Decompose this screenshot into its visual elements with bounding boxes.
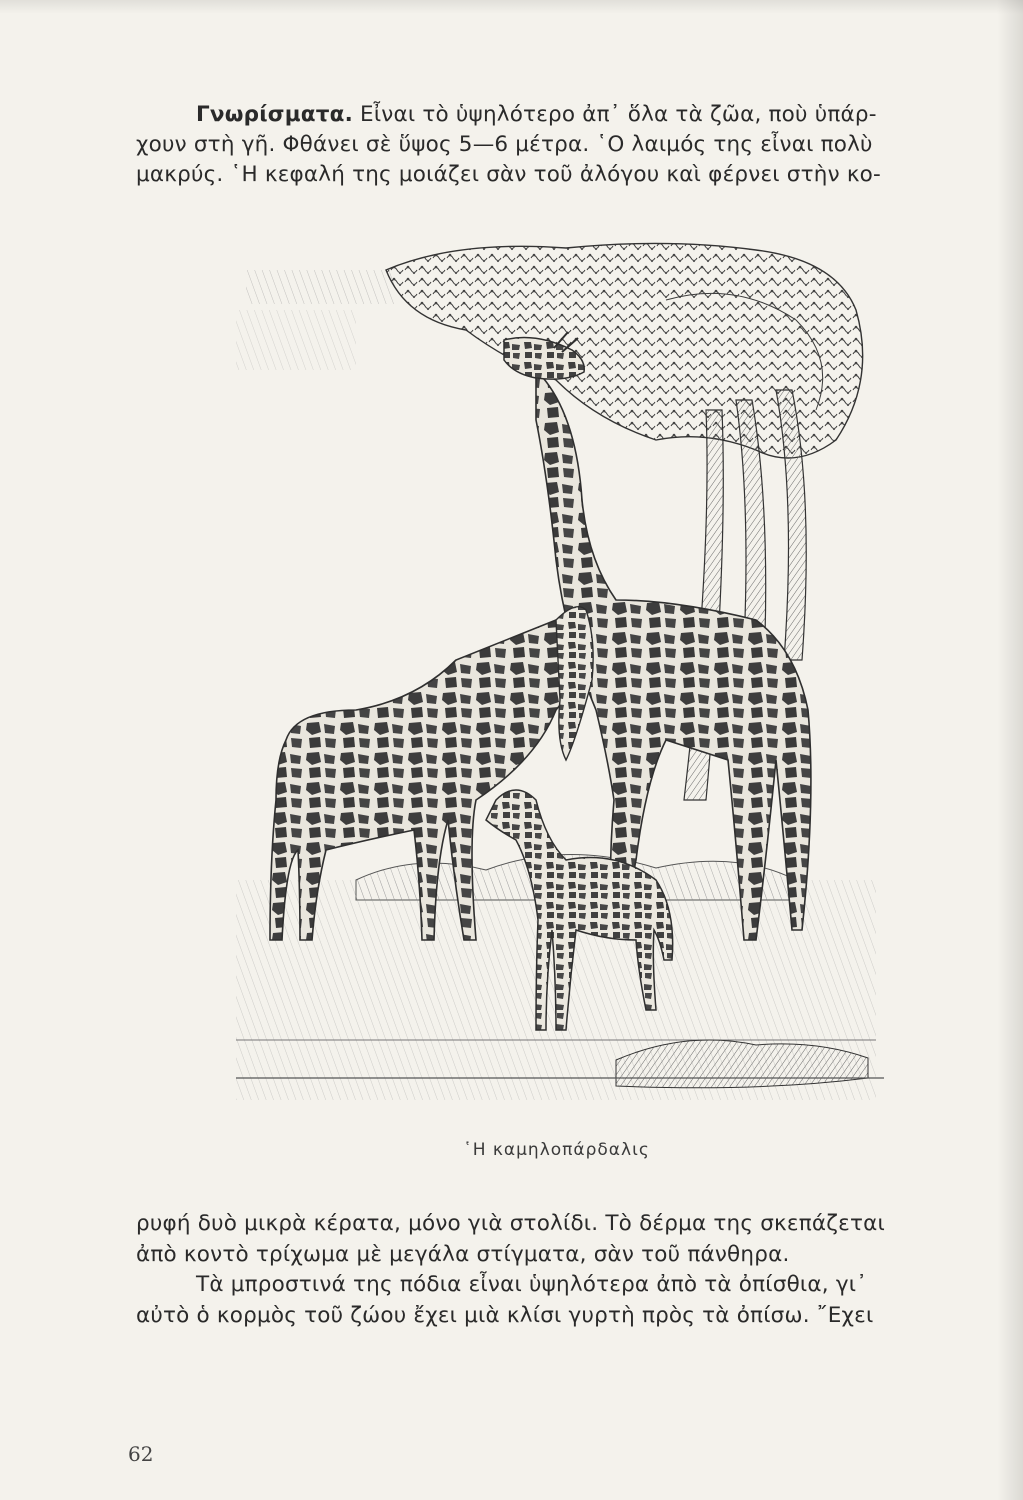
text-line (136, 100, 976, 130)
page-number: 62 (128, 1442, 154, 1466)
bottom-paragraph (136, 1209, 988, 1331)
sky-hatching (236, 270, 396, 370)
giraffes-engraving (236, 240, 884, 1108)
text-line: ἀπὸ κοντὸ τρίχωμα μὲ μεγάλα στίγματα, σὰν τοῦ πάνθηρα. (136, 1241, 790, 1267)
page-edge-shadow (997, 0, 1023, 1500)
section-heading: Γνωρίσματα. (196, 102, 353, 127)
text-line: χουν στὴ γῆ. Φθάνει σὲ ὕψος 5—6 μέτρα. ῾Ο λαιμός της εἶναι πολὺ (136, 132, 873, 157)
giraffe-illustration (236, 240, 884, 1108)
text-line: αὐτὸ ὁ κορμὸς τοῦ ζώου ἔχει μιὰ κλίσι γυρτὴ πρὸς τὰ ὀπίσω. ῎Εχει (136, 1302, 874, 1328)
text-line: Τὰ μπροστινά της πόδια εἶναι ὑψηλότερα ἀπὸ τὰ ὀπίσθια, γι᾿ (196, 1272, 868, 1297)
text-line: ρυφή δυὸ μικρὰ κέρατα, μόνο γιὰ στολίδι. Τὸ δέρμα της σκεπάζεται (136, 1211, 885, 1236)
top-paragraph (136, 100, 976, 190)
text-line: μακρύς. ῾Η κεφαλή της μοιάζει σὰν τοῦ ἀλόγου καὶ φέρνει στὴν κο- (136, 162, 881, 187)
scan-top-shadow (0, 0, 1023, 14)
figure-caption: ῾Η καμηλοπάρδαλις (463, 1140, 650, 1160)
first-line-text: Εἶναι τὸ ὑψηλότερο ἀπ᾿ ὅλα τὰ ζῶα, ποὺ ὑπάρ- (353, 102, 877, 127)
